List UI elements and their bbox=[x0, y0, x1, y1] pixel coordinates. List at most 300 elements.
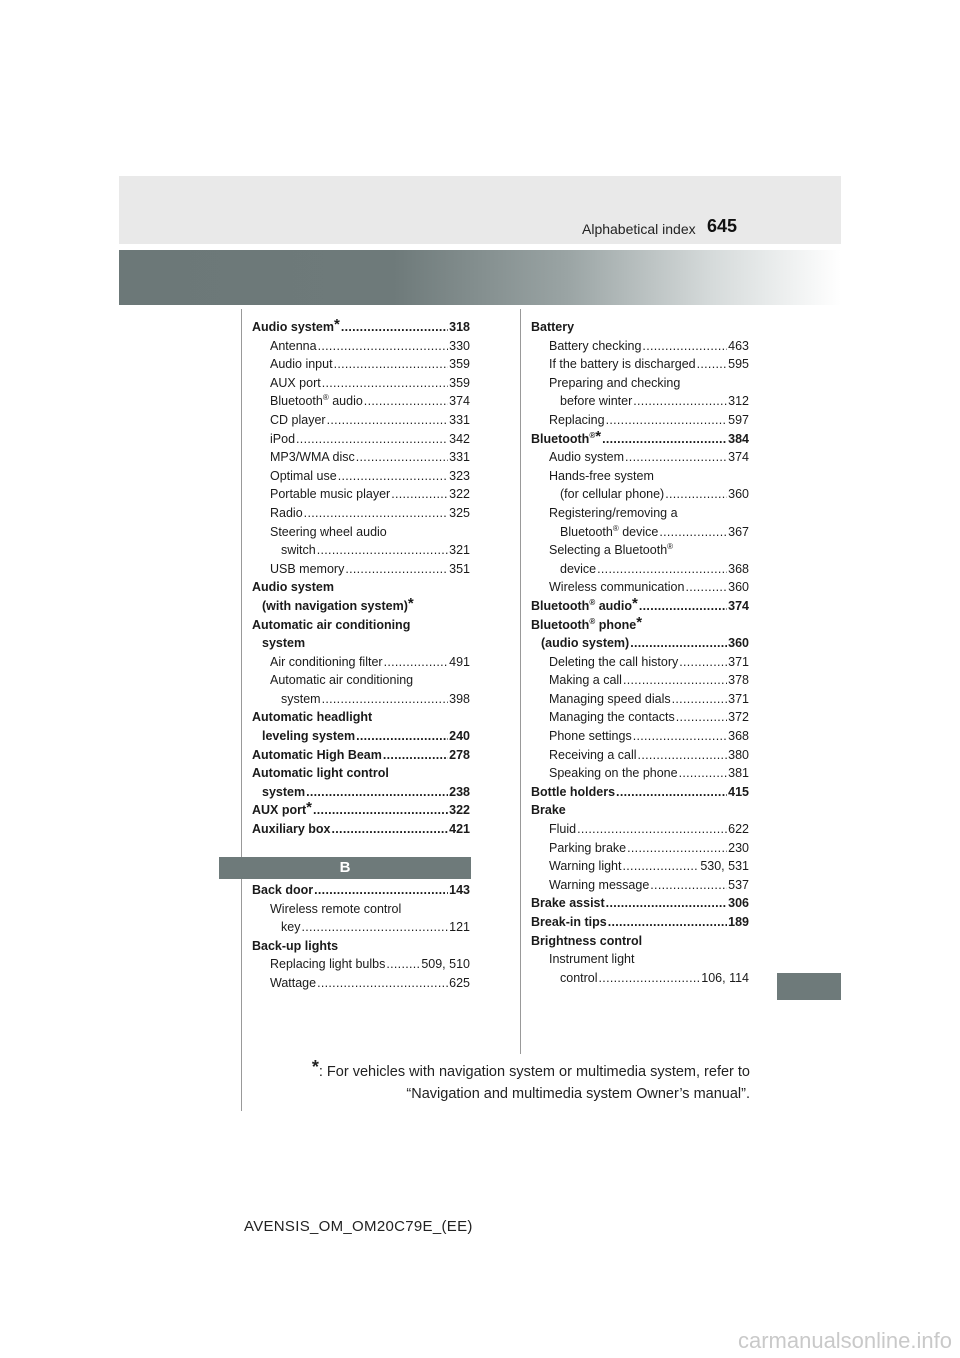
entry-term-text: Speaking on the phone bbox=[549, 766, 678, 781]
entry-term bbox=[531, 894, 605, 913]
dot-leader bbox=[313, 801, 448, 820]
page-ref: 367 bbox=[728, 524, 749, 539]
entry-term-text: Automatic headlight bbox=[252, 710, 373, 725]
page-ref: 360 bbox=[728, 580, 749, 595]
dot-leader bbox=[627, 839, 727, 858]
asterisk-mark: * bbox=[595, 427, 602, 445]
entry-term-text: AUX port bbox=[270, 375, 321, 390]
dot-leader bbox=[638, 746, 728, 765]
entry-term bbox=[549, 337, 641, 356]
index-entry bbox=[531, 913, 749, 932]
index-column-left-a bbox=[252, 318, 470, 839]
footnote-line-2: “Navigation and multimedia system Owner’s manual”. bbox=[406, 1086, 750, 1102]
index-heading bbox=[252, 578, 470, 597]
entry-term bbox=[270, 448, 355, 467]
left-column-rule bbox=[241, 309, 242, 1111]
entry-term-text: Battery checking bbox=[549, 338, 642, 353]
entry-term bbox=[270, 411, 326, 430]
index-entry bbox=[252, 374, 470, 393]
page-ref: 380 bbox=[728, 747, 749, 762]
page-ref: 378 bbox=[728, 673, 749, 688]
entry-term-text: key bbox=[281, 920, 301, 935]
index-entry bbox=[252, 918, 470, 937]
index-heading bbox=[531, 613, 749, 635]
dot-leader bbox=[625, 448, 727, 467]
entry-term bbox=[252, 710, 372, 724]
entry-term-text: Radio bbox=[270, 505, 303, 520]
dot-leader bbox=[356, 448, 448, 467]
entry-term-text: Deleting the call history bbox=[549, 654, 679, 669]
entry-term-text: Brake assist bbox=[531, 896, 605, 911]
dot-leader bbox=[606, 411, 728, 430]
page-ref: 368 bbox=[728, 729, 749, 744]
index-entry bbox=[531, 727, 749, 746]
index-entry bbox=[252, 541, 470, 560]
entry-term-text: iPod bbox=[270, 431, 296, 446]
entry-term bbox=[531, 427, 602, 449]
index-entry bbox=[531, 969, 749, 988]
page-ref: 359 bbox=[449, 375, 470, 390]
index-entry bbox=[252, 504, 470, 523]
index-entry bbox=[531, 634, 749, 653]
entry-term bbox=[531, 803, 566, 817]
page-ref: 318 bbox=[449, 320, 470, 334]
entry-term bbox=[252, 881, 313, 900]
entry-term bbox=[531, 613, 643, 632]
page-ref: 491 bbox=[449, 654, 470, 669]
entry-term bbox=[531, 320, 574, 334]
dot-leader bbox=[317, 541, 448, 560]
entry-term bbox=[549, 876, 649, 895]
entry-term bbox=[252, 746, 382, 765]
entry-term-text: Registering/removing a bbox=[549, 505, 678, 520]
index-entry bbox=[531, 560, 749, 579]
entry-term-text: Antenna bbox=[270, 338, 317, 353]
entry-term bbox=[549, 708, 675, 727]
dot-leader bbox=[384, 653, 449, 672]
dot-leader bbox=[386, 955, 420, 974]
entry-term bbox=[270, 525, 387, 539]
entry-term bbox=[262, 594, 414, 613]
entry-term-text: Bluetooth bbox=[270, 394, 323, 409]
dot-leader bbox=[616, 783, 727, 802]
dot-leader bbox=[338, 467, 448, 486]
dot-leader bbox=[623, 671, 727, 690]
index-heading bbox=[531, 950, 749, 969]
page-ref: 622 bbox=[728, 822, 749, 837]
dot-leader bbox=[623, 857, 700, 876]
page-ref: 509, 510 bbox=[421, 957, 470, 972]
index-entry bbox=[531, 392, 749, 411]
dot-leader bbox=[642, 337, 727, 356]
page-ref: 306 bbox=[728, 896, 749, 911]
page-ref: 322 bbox=[449, 487, 470, 502]
page-ref: 421 bbox=[449, 822, 470, 837]
page-ref: 374 bbox=[449, 394, 470, 409]
index-entry bbox=[252, 485, 470, 504]
entry-term-text: Hands-free system bbox=[549, 468, 654, 483]
entry-term-text: Automatic air conditioning bbox=[252, 617, 411, 632]
entry-term bbox=[531, 913, 607, 932]
dot-leader bbox=[296, 430, 448, 449]
index-entry bbox=[252, 411, 470, 430]
index-entry bbox=[252, 318, 470, 337]
entry-term bbox=[270, 467, 337, 486]
index-heading bbox=[252, 634, 470, 653]
entry-term-text: Wattage bbox=[270, 975, 317, 990]
page-ref: 351 bbox=[449, 561, 470, 576]
entry-term-text: Selecting a Bluetooth bbox=[549, 543, 668, 558]
page-ref: 238 bbox=[449, 784, 470, 799]
dot-leader bbox=[606, 894, 727, 913]
page-ref: 189 bbox=[728, 915, 749, 929]
entry-term bbox=[560, 485, 664, 504]
dot-leader bbox=[322, 690, 449, 709]
entry-term-text: Optimal use bbox=[270, 468, 337, 483]
page-ref: 278 bbox=[449, 747, 470, 762]
dot-leader bbox=[630, 634, 727, 653]
index-heading bbox=[252, 937, 470, 956]
page-ref: 537 bbox=[728, 877, 749, 892]
index-entry bbox=[252, 355, 470, 374]
entry-term bbox=[252, 580, 334, 594]
page-ref: 331 bbox=[449, 450, 470, 465]
entry-term-text: (for cellular phone) bbox=[560, 487, 665, 502]
page-ref: 342 bbox=[449, 431, 470, 446]
chapter-side-tab bbox=[777, 973, 841, 1000]
registered-mark: ® bbox=[589, 616, 596, 626]
entry-term bbox=[549, 506, 678, 520]
index-entry bbox=[531, 839, 749, 858]
dot-leader bbox=[665, 485, 727, 504]
index-heading bbox=[531, 467, 749, 486]
entry-term-text: Brake bbox=[531, 803, 566, 818]
page-ref: 530, 531 bbox=[700, 859, 749, 874]
index-entry bbox=[531, 764, 749, 783]
index-entry bbox=[252, 746, 470, 765]
entry-term bbox=[270, 374, 321, 393]
entry-term-text: system bbox=[262, 784, 306, 799]
index-column-right bbox=[531, 318, 749, 987]
dot-leader bbox=[391, 485, 448, 504]
entry-term-text: AUX port bbox=[252, 803, 307, 818]
entry-term-text: Automatic High Beam bbox=[252, 747, 382, 762]
index-entry bbox=[252, 801, 470, 820]
dot-leader bbox=[577, 820, 727, 839]
dot-leader bbox=[676, 708, 727, 727]
index-heading bbox=[252, 594, 470, 616]
page-ref: 321 bbox=[449, 543, 470, 558]
dot-leader bbox=[597, 560, 727, 579]
entry-term bbox=[252, 318, 340, 337]
dot-leader bbox=[599, 969, 701, 988]
entry-term-suffix: device bbox=[618, 524, 659, 539]
index-entry bbox=[252, 430, 470, 449]
asterisk-mark: * bbox=[636, 613, 643, 631]
entry-term bbox=[541, 634, 629, 653]
entry-term-text: Instrument light bbox=[549, 952, 635, 967]
index-entry bbox=[252, 955, 470, 974]
dot-leader bbox=[364, 392, 448, 411]
registered-mark: ® bbox=[322, 393, 329, 403]
entry-term bbox=[270, 673, 413, 687]
entry-term bbox=[549, 727, 632, 746]
entry-term bbox=[270, 955, 385, 974]
page-ref: 360 bbox=[728, 487, 749, 502]
dot-leader bbox=[659, 523, 727, 542]
entry-term bbox=[531, 783, 615, 802]
entry-term bbox=[549, 469, 654, 483]
asterisk-mark: * bbox=[333, 316, 340, 333]
page-ref: 240 bbox=[449, 729, 470, 744]
entry-term-text: Back door bbox=[252, 883, 314, 897]
registered-mark: ® bbox=[589, 430, 596, 440]
page-ref: 398 bbox=[449, 691, 470, 706]
page-ref: 374 bbox=[728, 598, 749, 613]
entry-term bbox=[549, 839, 626, 858]
page-ref: 359 bbox=[449, 357, 470, 372]
entry-term-text: leveling system bbox=[262, 729, 356, 744]
entry-term-text: Bluetooth bbox=[531, 617, 590, 632]
entry-term bbox=[270, 504, 303, 523]
entry-term-text: Fluid bbox=[549, 822, 577, 837]
entry-term bbox=[262, 727, 355, 746]
dot-leader bbox=[602, 430, 727, 449]
registered-mark: ® bbox=[589, 597, 596, 607]
entry-term bbox=[270, 392, 363, 411]
registered-mark: ® bbox=[612, 523, 619, 533]
entry-term bbox=[281, 918, 300, 937]
entry-term bbox=[549, 952, 634, 966]
entry-term-text: (audio system) bbox=[541, 636, 630, 651]
footnote bbox=[311, 1057, 750, 1105]
entry-term bbox=[549, 355, 696, 374]
section-title: Alphabetical index bbox=[582, 221, 696, 237]
entry-term bbox=[270, 485, 390, 504]
index-entry bbox=[252, 783, 470, 802]
registered-mark: ® bbox=[667, 542, 674, 552]
index-entry bbox=[252, 727, 470, 746]
index-heading bbox=[252, 764, 470, 783]
index-heading bbox=[531, 318, 749, 337]
entry-term-text: CD player bbox=[270, 412, 326, 427]
dot-leader bbox=[314, 881, 448, 900]
index-entry bbox=[252, 820, 470, 839]
dot-leader bbox=[327, 411, 449, 430]
manual-code: AVENSIS_OM_OM20C79E_(EE) bbox=[244, 1218, 473, 1235]
index-entry bbox=[252, 392, 470, 411]
letter-heading-b: B bbox=[219, 857, 471, 879]
index-entry bbox=[531, 523, 749, 542]
dot-leader bbox=[301, 918, 448, 937]
entry-term-text: Phone settings bbox=[549, 729, 632, 744]
footnote-line-1: : For vehicles with navigation system or multimedia system, refer to bbox=[318, 1064, 750, 1080]
entry-term-text: Audio system bbox=[252, 320, 334, 334]
dot-leader bbox=[345, 560, 448, 579]
index-entry bbox=[531, 427, 749, 449]
dot-leader bbox=[304, 504, 448, 523]
entry-term bbox=[270, 902, 401, 916]
index-entry bbox=[531, 485, 749, 504]
entry-term-text: system bbox=[281, 691, 321, 706]
index-entry bbox=[531, 411, 749, 430]
entry-term-text: Wireless remote control bbox=[270, 901, 402, 916]
entry-term-text: system bbox=[262, 636, 306, 651]
entry-term-text: switch bbox=[281, 543, 316, 558]
index-entry bbox=[531, 708, 749, 727]
page-ref: 597 bbox=[728, 412, 749, 427]
entry-term-text: Receiving a call bbox=[549, 747, 637, 762]
entry-term-text: Replacing bbox=[549, 412, 605, 427]
entry-term bbox=[262, 636, 305, 650]
page-ref: 381 bbox=[728, 766, 749, 781]
index-heading bbox=[531, 374, 749, 393]
page-ref: 230 bbox=[728, 840, 749, 855]
index-entry bbox=[531, 820, 749, 839]
index-heading bbox=[531, 504, 749, 523]
dot-leader bbox=[383, 746, 448, 765]
entry-term bbox=[549, 653, 678, 672]
entry-term bbox=[252, 801, 312, 820]
entry-term-text: device bbox=[560, 561, 597, 576]
index-heading bbox=[531, 801, 749, 820]
page-ref: 374 bbox=[728, 450, 749, 465]
entry-term-text: Auxiliary box bbox=[252, 822, 331, 837]
entry-term-text: Battery bbox=[531, 320, 575, 334]
entry-term bbox=[531, 934, 642, 948]
index-entry bbox=[531, 337, 749, 356]
index-heading bbox=[252, 671, 470, 690]
entry-term-text: Portable music player bbox=[270, 487, 391, 502]
entry-term bbox=[549, 448, 624, 467]
entry-term bbox=[549, 764, 678, 783]
entry-term-suffix: phone bbox=[595, 617, 637, 632]
entry-term-text: Air conditioning filter bbox=[270, 654, 383, 669]
page-ref: 595 bbox=[728, 357, 749, 372]
entry-term-text: Wireless communication bbox=[549, 580, 685, 595]
dot-leader bbox=[633, 727, 727, 746]
entry-term bbox=[560, 392, 632, 411]
dot-leader bbox=[306, 783, 448, 802]
index-entry bbox=[531, 671, 749, 690]
page-ref: 330 bbox=[449, 338, 470, 353]
page-ref: 331 bbox=[449, 412, 470, 427]
dot-leader bbox=[639, 597, 727, 616]
dot-leader bbox=[697, 355, 728, 374]
index-entry bbox=[252, 653, 470, 672]
page-number: 645 bbox=[707, 216, 738, 236]
entry-term-text: Automatic air conditioning bbox=[270, 673, 414, 688]
entry-term bbox=[549, 671, 622, 690]
entry-term-text: Preparing and checking bbox=[549, 375, 681, 390]
index-entry bbox=[531, 894, 749, 913]
entry-term-text: Warning message bbox=[549, 877, 650, 892]
dot-leader bbox=[633, 392, 727, 411]
index-entry bbox=[252, 690, 470, 709]
dot-leader bbox=[650, 876, 727, 895]
index-entry bbox=[252, 337, 470, 356]
page-ref: 312 bbox=[728, 394, 749, 409]
page-ref: 121 bbox=[449, 920, 470, 935]
entry-term bbox=[560, 523, 658, 542]
dot-leader bbox=[334, 355, 449, 374]
middle-column-rule bbox=[520, 309, 521, 1054]
entry-term-text: Managing speed dials bbox=[549, 691, 671, 706]
dot-leader bbox=[679, 764, 728, 783]
entry-term bbox=[560, 560, 596, 579]
page-ref: 143 bbox=[449, 883, 470, 897]
dot-leader bbox=[685, 578, 727, 597]
entry-term bbox=[270, 355, 333, 374]
entry-term bbox=[281, 541, 316, 560]
index-entry bbox=[531, 448, 749, 467]
index-entry bbox=[531, 746, 749, 765]
entry-term-text: Bottle holders bbox=[531, 784, 616, 799]
entry-term-suffix: audio bbox=[595, 598, 633, 613]
dot-leader bbox=[332, 820, 449, 839]
entry-term-text: Replacing light bulbs bbox=[270, 957, 386, 972]
entry-term-text: Bluetooth bbox=[531, 431, 590, 446]
entry-term-text: Audio system bbox=[549, 450, 625, 465]
index-entry bbox=[531, 876, 749, 895]
entry-term bbox=[549, 543, 673, 557]
entry-term-text: Audio input bbox=[270, 357, 333, 372]
entry-term-text: Brightness control bbox=[531, 933, 643, 948]
entry-term bbox=[549, 746, 637, 765]
index-heading bbox=[252, 523, 470, 542]
entry-term bbox=[252, 618, 410, 632]
entry-term-suffix: audio bbox=[328, 394, 363, 409]
entry-term bbox=[560, 969, 598, 988]
dot-leader bbox=[608, 913, 727, 932]
page-ref: 415 bbox=[728, 784, 749, 799]
entry-term bbox=[531, 594, 638, 616]
dot-leader bbox=[322, 374, 448, 393]
index-entry bbox=[531, 355, 749, 374]
index-entry bbox=[252, 448, 470, 467]
index-heading bbox=[252, 616, 470, 635]
entry-term-text: Back-up lights bbox=[252, 938, 339, 953]
entry-term bbox=[549, 820, 576, 839]
page-ref: 372 bbox=[728, 710, 749, 725]
entry-term bbox=[549, 578, 684, 597]
index-entry bbox=[252, 560, 470, 579]
page-ref: 106, 114 bbox=[701, 970, 749, 985]
entry-term-text: Managing the contacts bbox=[549, 710, 675, 725]
entry-term-text: Automatic light control bbox=[252, 766, 389, 781]
entry-term bbox=[270, 653, 383, 672]
index-entry bbox=[531, 783, 749, 802]
entry-term-text: USB memory bbox=[270, 561, 345, 576]
page-ref: 384 bbox=[728, 431, 749, 446]
entry-term-text: Break-in tips bbox=[531, 915, 607, 929]
dot-leader bbox=[317, 974, 448, 993]
index-heading bbox=[531, 541, 749, 560]
entry-term bbox=[262, 783, 305, 802]
page-ref: 322 bbox=[449, 803, 470, 818]
watermark: carmanualsonline.info bbox=[737, 1328, 952, 1353]
chapter-gradient-bar bbox=[119, 250, 841, 305]
entry-term-text: Making a call bbox=[549, 673, 622, 688]
entry-term bbox=[549, 690, 671, 709]
entry-term-text: MP3/WMA disc bbox=[270, 450, 355, 465]
entry-term bbox=[252, 939, 338, 953]
index-entry bbox=[252, 881, 470, 900]
index-column-left-b bbox=[252, 881, 470, 993]
page-ref: 368 bbox=[728, 561, 749, 576]
asterisk-mark: * bbox=[306, 799, 313, 817]
entry-term-text: If the battery is discharged bbox=[549, 357, 696, 372]
